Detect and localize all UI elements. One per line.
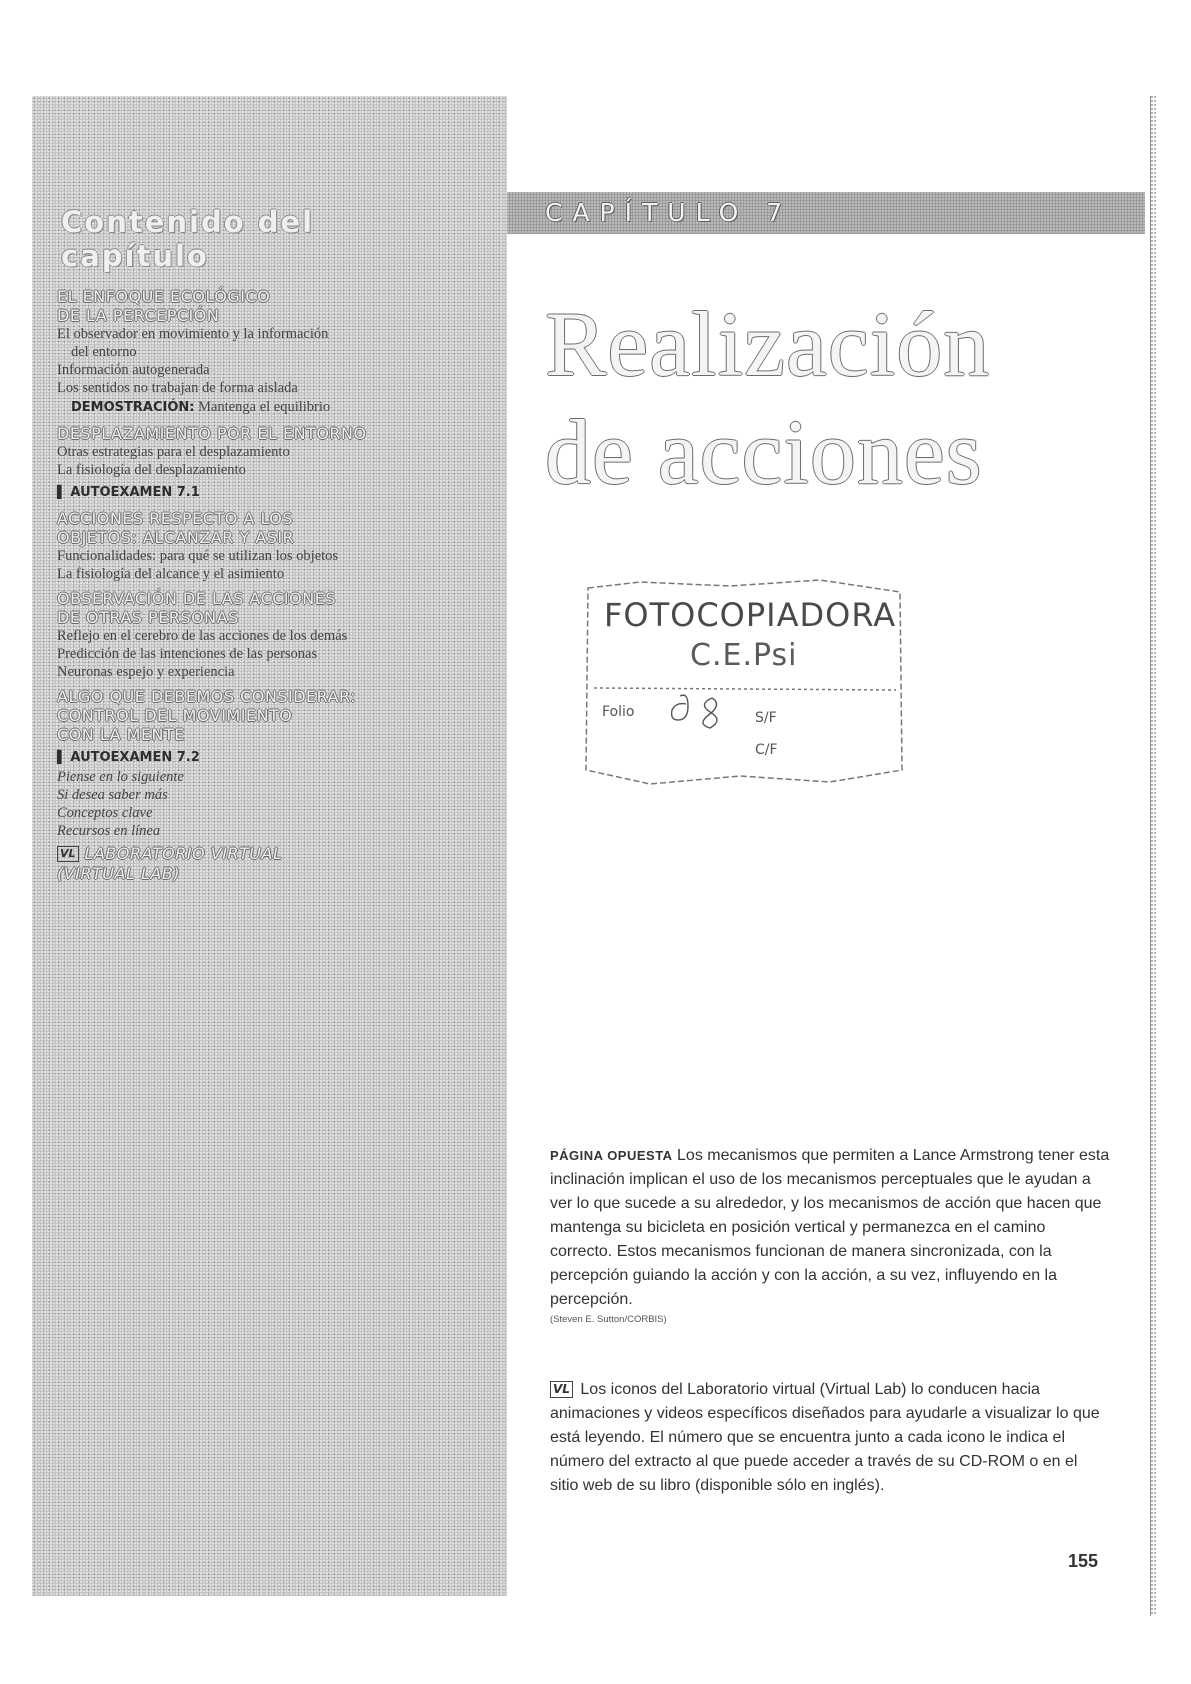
toc-end-matter-item: Piense en lo siguiente	[57, 769, 184, 785]
virtual-lab-icon: VL	[550, 1381, 573, 1398]
self-test-label: AUTOEXAMEN 7.1	[70, 485, 200, 500]
toc-section-heading: ALGO QUE DEBEMOS CONSIDERAR: CONTROL DEL MOVIMIENTO CON LA MENTE	[57, 687, 357, 744]
toc-end-matter-item: Recursos en línea	[57, 823, 161, 839]
self-test-bullet-icon: ▌	[57, 750, 71, 764]
chapter-banner	[507, 192, 1145, 234]
toc-subsection: La fisiología del alcance y el asimiento	[57, 566, 285, 582]
toc-section-heading: OBSERVACIÓN DE LAS ACCIONES DE OTRAS PERSONAS	[57, 589, 336, 627]
table-of-contents	[57, 205, 437, 884]
toc-subsection: Reflejo en el cerebro de las acciones de los demás	[57, 628, 348, 644]
caption-text: Los mecanismos que permiten a Lance Armstrong tener esta inclinación implican el uso de los mecanismos perceptuales que le ayudan a ver lo que sucede a su alrededor, y los mecanismos de acción que hacen que mantenga su bicicleta en posición vertical y permanezca en el camino correcto. Estos mecanismos funcionan de manera sincronizada, con la percepción guiando la acción y con la acción, a su vez, influyendo en la percepción.	[550, 1147, 1110, 1308]
self-test-bullet-icon: ▌	[57, 485, 71, 499]
toc-subsection: Neuronas espejo y experiencia	[57, 664, 235, 680]
virtual-lab-note-text: Los iconos del Laboratorio virtual (Virtual Lab) lo conducen hacia animaciones y videos específicos diseñados para ayudarle a visualizar lo que está leyendo. El número que se encuentra junto a cada icono le indica el número del extracto al que puede acceder a través de su CD-ROM o en el sitio web de su libro (disponible sólo en inglés).	[550, 1381, 1100, 1494]
toc-subsection: Los sentidos no trabajan de forma aislada	[57, 380, 298, 396]
toc-demonstration	[57, 397, 437, 418]
toc-subsection: Información autogenerada	[57, 362, 210, 378]
toc-subsection: Predicción de las intenciones de las personas	[57, 646, 318, 662]
stamp-sf-label: S/F	[755, 710, 777, 726]
virtual-lab-note	[550, 1378, 1110, 1498]
stamp-cf-label: C/F	[755, 742, 778, 758]
page-number: 155	[1068, 1551, 1099, 1571]
toc-subsection: del entorno	[71, 344, 137, 360]
caption-label: PÁGINA OPUESTA	[550, 1148, 673, 1163]
chapter-title-line-1: Realización	[545, 293, 991, 395]
self-test-label: AUTOEXAMEN 7.2	[70, 750, 200, 765]
toc-subsection: El observador en movimiento y la información	[57, 326, 329, 342]
toc-subsection: La fisiología del desplazamiento	[57, 462, 246, 478]
demonstration-label: DEMOSTRACIÓN:	[71, 400, 195, 415]
toc-title: Contenido del capítulo	[61, 205, 315, 273]
toc-end-matter-item: Si desea saber más	[57, 787, 168, 803]
toc-virtual-lab	[57, 844, 437, 884]
chapter-label: CAPÍTULO 7	[545, 198, 793, 227]
virtual-lab-icon: VL	[57, 846, 79, 862]
virtual-lab-label: LABORATORIO VIRTUAL (VIRTUAL LAB)	[57, 844, 283, 883]
photo-credit: (Steven E. Sutton/CORBIS)	[550, 1314, 667, 1325]
toc-section-heading: EL ENFOQUE ECOLÓGICO DE LA PERCEPCIÓN	[57, 287, 271, 325]
photo-caption	[550, 1144, 1110, 1326]
toc-subsection: Funcionalidades: para qué se utilizan los objetos	[57, 548, 339, 564]
demonstration-text: Mantenga el equilibrio	[194, 399, 331, 415]
library-stamp	[580, 570, 910, 805]
toc-end-matter-item: Conceptos clave	[57, 805, 153, 821]
toc-section-heading: ACCIONES RESPECTO A LOS OBJETOS: ALCANZAR Y ASIR	[57, 509, 295, 547]
toc-self-test	[57, 747, 437, 768]
chapter-title	[545, 290, 990, 506]
chapter-title-line-2: de acciones	[545, 401, 983, 503]
stamp-folio-label: Folio	[602, 704, 635, 720]
toc-section-heading: DESPLAZAMIENTO POR EL ENTORNO	[57, 424, 367, 443]
stamp-line-2: C.E.Psi	[690, 638, 798, 673]
page-edge	[1150, 96, 1157, 1616]
toc-list	[57, 287, 437, 884]
toc-self-test	[57, 482, 437, 503]
stamp-line-1: FOTOCOPIADORA	[604, 596, 897, 634]
toc-subsection: Otras estrategias para el desplazamiento	[57, 444, 290, 460]
